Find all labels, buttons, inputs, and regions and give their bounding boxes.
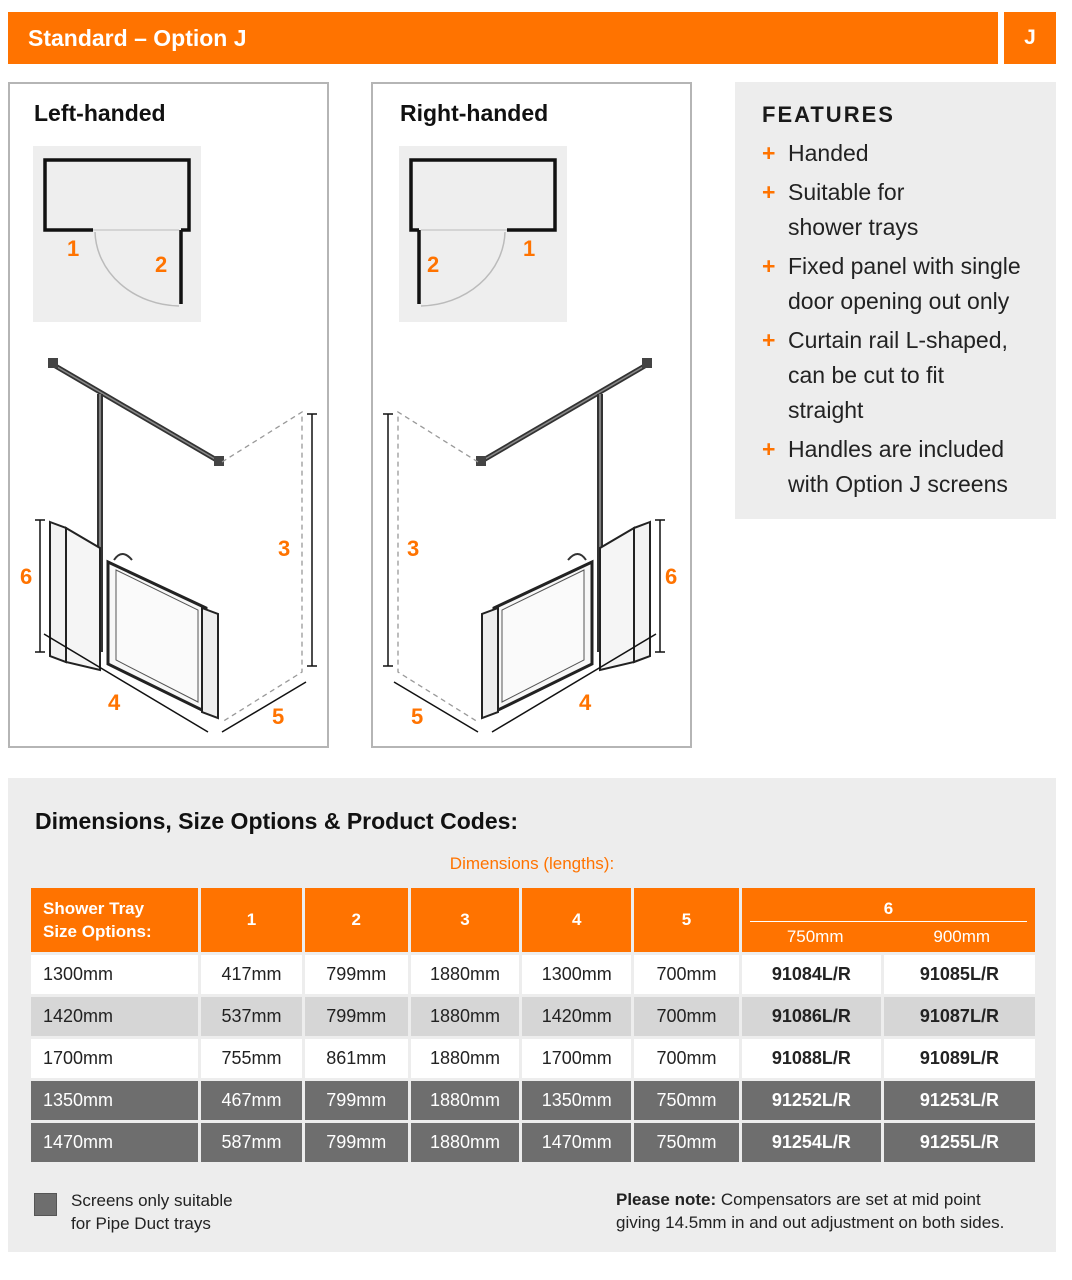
dimensions-title: Dimensions, Size Options & Product Codes: — [35, 808, 519, 834]
table-row: 1300mm 417mm 799mm 1880mm 1300mm 700mm 91084L/R 91085L/R — [31, 955, 1035, 994]
right-handed-panel — [371, 82, 692, 748]
header-dim-1: 1 — [201, 888, 302, 952]
table-header-row — [31, 888, 1035, 952]
header-900: 900mm — [933, 927, 991, 946]
table-row: 1420mm 537mm 799mm 1880mm 1420mm 700mm 91086L/R 91087L/R — [31, 997, 1035, 1036]
left-iso-label-4: 4 — [108, 690, 121, 715]
plus-icon: + — [762, 253, 776, 279]
header-dim-5: 5 — [634, 888, 739, 952]
plus-icon: + — [762, 327, 776, 353]
right-iso-diagram — [373, 352, 690, 746]
header-dim-4: 4 — [522, 888, 631, 952]
header-dim-6: 6 750mm 900mm — [742, 888, 1035, 952]
option-tag: J — [1004, 12, 1056, 64]
header-dim-2: 2 — [305, 888, 408, 952]
left-handed-panel — [8, 82, 329, 748]
feature-item: + Curtain rail L-shaped, can be cut to fit straight — [762, 323, 1038, 428]
left-plan-label-2: 2 — [155, 252, 168, 277]
feature-item: + Fixed panel with single door opening out only — [762, 249, 1038, 319]
product-codes-table — [28, 885, 1038, 1165]
product-code: 91088L/R — [742, 1039, 881, 1078]
feature-item: + Handed — [762, 136, 1038, 171]
product-code: 91253L/R — [884, 1081, 1035, 1120]
page-title: Standard – Option J — [28, 25, 247, 51]
right-handed-title: Right-handed — [400, 100, 549, 126]
legend-swatch — [34, 1193, 57, 1216]
right-plan-label-2: 2 — [427, 252, 440, 277]
left-iso-label-3: 3 — [278, 536, 291, 561]
page-title-bar — [8, 12, 998, 64]
plus-icon: + — [762, 179, 776, 205]
left-wall-outline — [222, 412, 302, 722]
right-plan-label-1: 1 — [523, 236, 536, 261]
right-iso-label-6: 6 — [665, 564, 678, 589]
right-plan-diagram — [399, 146, 567, 322]
product-code: 91084L/R — [742, 955, 881, 994]
product-code: 91254L/R — [742, 1123, 881, 1162]
right-fixed-panel — [600, 528, 634, 670]
right-plan-walls — [411, 160, 555, 230]
header-tray-size: Shower Tray Size Options: — [31, 888, 198, 952]
product-code: 91085L/R — [884, 955, 1035, 994]
right-iso-label-3: 3 — [407, 536, 420, 561]
feature-item: + Handles are included with Option J screens — [762, 432, 1038, 502]
left-plan-diagram — [33, 146, 201, 322]
dimensions-subtitle: Dimensions (lengths): — [449, 854, 615, 873]
product-code: 91255L/R — [884, 1123, 1035, 1162]
left-plan-walls — [45, 160, 189, 230]
features-title: FEATURES — [762, 102, 895, 127]
header-dim-3: 3 — [411, 888, 520, 952]
features-box — [735, 82, 1056, 519]
product-code: 91252L/R — [742, 1081, 881, 1120]
plus-icon: + — [762, 436, 776, 462]
header-750: 750mm — [786, 927, 844, 946]
left-fixed-panel — [66, 528, 100, 670]
table-row: 1470mm 587mm 799mm 1880mm 1470mm 750mm 91254L/R 91255L/R — [31, 1123, 1035, 1162]
right-iso-label-4: 4 — [579, 690, 592, 715]
product-code: 91087L/R — [884, 997, 1035, 1036]
table-row: 1350mm 467mm 799mm 1880mm 1350mm 750mm 91252L/R 91253L/R — [31, 1081, 1035, 1120]
left-iso-label-6: 6 — [20, 564, 33, 589]
right-wall-outline — [398, 412, 478, 722]
feature-item: + Suitable for shower trays — [762, 175, 1038, 245]
left-handed-title: Left-handed — [34, 100, 166, 126]
left-plan-label-1: 1 — [67, 236, 80, 261]
table-row: 1700mm 755mm 861mm 1880mm 1700mm 700mm 91088L/R 91089L/R — [31, 1039, 1035, 1078]
left-iso-label-5: 5 — [272, 704, 285, 729]
plus-icon: + — [762, 140, 776, 166]
product-code: 91086L/R — [742, 997, 881, 1036]
dimensions-section: Dimensions, Size Options & Product Codes: Dimensions (lengths): Shower Tray Size Options: 1 2 3 4 5 6 750mm 900mm 1300mm 417mm 799mm 1880mm 1300mm 700mm 91084L/R 91085L/R 1420mm 537mm 799mm 1880mm 1420mm 700mm 91086L/R 91087L/R 1700mm 755mm 861mm 1880mm 1700mm 700mm 91088L/R 91089L/R 1350mm 467mm 799mm 1880mm 1350mm 750mm 91252L/R 91253L/R 1470mm 587mm 799mm 1880mm 1470mm 750mm 91254L/R 91255L/R Screens only suitable for Pipe Duct trays Please note: Compensators are set at mid point giving 14.5mm in and out adjustment on both sides. — [8, 778, 1056, 1252]
right-iso-label-5: 5 — [411, 704, 424, 729]
product-code: 91089L/R — [884, 1039, 1035, 1078]
compensator-note: Please note: Compensators are set at mid point giving 14.5mm in and out adjustment on both sides. — [616, 1190, 1005, 1232]
left-iso-diagram — [10, 352, 327, 746]
